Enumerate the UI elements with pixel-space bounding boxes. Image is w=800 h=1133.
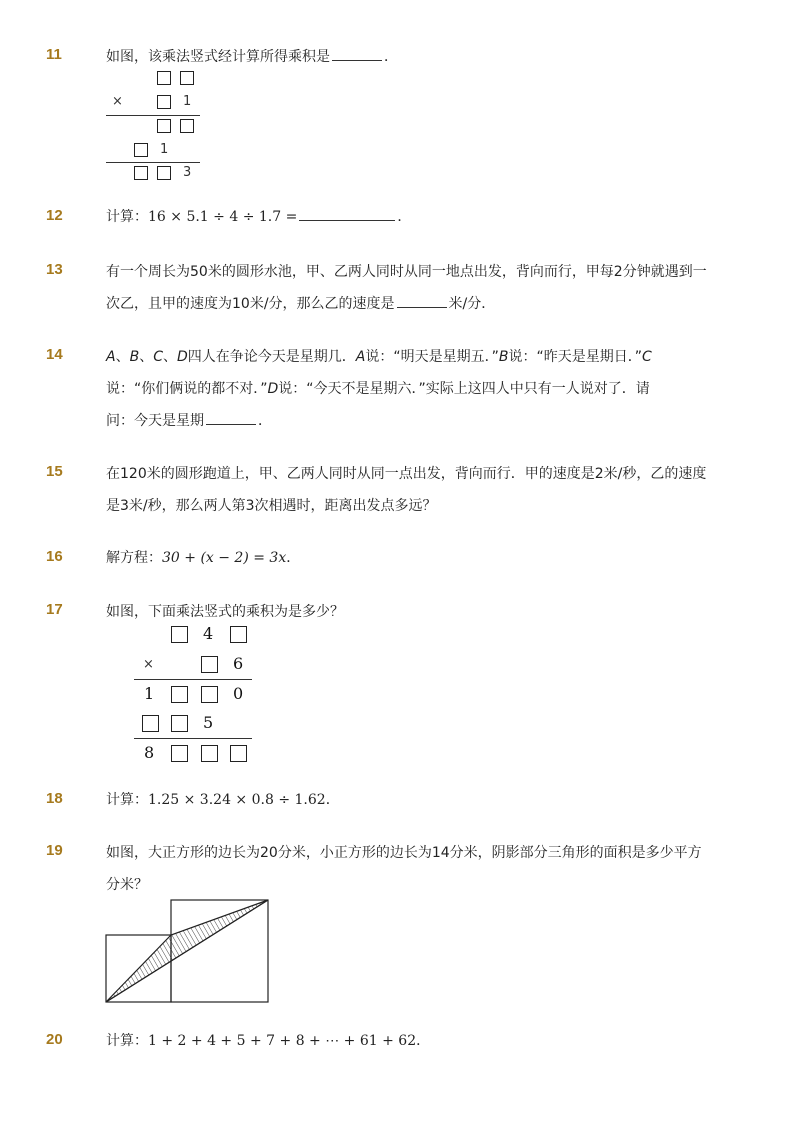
var-name: A [106, 349, 116, 365]
problem-line [106, 346, 652, 366]
text-part: 四人在争论今天是星期几． [187, 349, 356, 365]
end-mark: ． [397, 209, 412, 225]
digit-box [157, 119, 171, 133]
rule-line [106, 162, 200, 163]
digit-box [180, 71, 194, 85]
var-name: A [355, 349, 366, 365]
digit: 3 [183, 165, 192, 180]
rule-line [134, 679, 252, 680]
problem-number: 14 [46, 346, 63, 363]
prefix: 计算： [106, 209, 148, 225]
math-expression: 1.25 × 3.24 × 0.8 ÷ 1.62 [148, 792, 326, 808]
digit-box [142, 715, 159, 732]
squares-figure [104, 898, 272, 1006]
problem-text-main: 如图，该乘法竖式经计算所得乘积是 [106, 49, 330, 65]
problem-text [106, 1030, 430, 1050]
digit: 0 [233, 684, 244, 703]
digit-box [171, 686, 188, 703]
answer-blank [299, 220, 395, 221]
digit: 5 [203, 713, 214, 732]
digit: 1 [160, 142, 169, 157]
problem-line: 在120米的圆形跑道上，甲、乙两人同时从同一点出发，背向而行．甲的速度是2米/秒，乙的速度 [106, 466, 707, 482]
digit-box [230, 745, 247, 762]
diagonal-line [106, 900, 268, 1002]
problem-number: 20 [46, 1031, 63, 1048]
var-name: D [176, 349, 188, 365]
answer-blank [397, 307, 447, 308]
text-part: 米/分． [448, 296, 496, 312]
digit-box [171, 745, 188, 762]
times-sign: × [112, 94, 123, 109]
digit: 8 [144, 743, 155, 762]
problem-number: 18 [46, 790, 63, 807]
digit-box [201, 686, 218, 703]
end-mark: ． [286, 550, 301, 566]
prefix: 计算： [106, 1033, 148, 1049]
text-part: 、 [162, 349, 177, 365]
var-name: C [153, 349, 163, 365]
text-part: 说：“今天不是星期六．”实际上这四人中只有一人说对了．请 [278, 381, 650, 397]
answer-blank [332, 60, 382, 61]
end-mark: ． [384, 49, 398, 65]
answer-blank [206, 424, 256, 425]
problem-number: 11 [46, 46, 62, 63]
var-name: D [267, 381, 279, 397]
end-mark: ． [258, 413, 272, 429]
var-name: B [498, 349, 509, 365]
text-part: 次乙，且甲的速度为10米/分，那么乙的速度是 [106, 296, 395, 312]
digit-box [134, 166, 148, 180]
text-part: 、 [139, 349, 154, 365]
problem-line [106, 293, 495, 313]
digit-box [134, 143, 148, 157]
digit: 4 [203, 624, 214, 643]
problem-number: 13 [46, 261, 63, 278]
digit-box [171, 626, 188, 643]
rule-line [134, 738, 252, 739]
digit-box [201, 745, 218, 762]
problem-number: 17 [46, 601, 63, 618]
problem-number: 16 [46, 548, 63, 565]
digit-box [230, 626, 247, 643]
problem-number: 12 [46, 207, 63, 224]
problem-line: 有一个周长为50米的圆形水池，甲、乙两人同时从同一地点出发，背向而行，甲每2分钟就遇到一 [106, 264, 707, 280]
end-mark: ． [416, 1033, 431, 1049]
digit-box [157, 95, 171, 109]
digit: 1 [183, 94, 192, 109]
end-mark: ． [325, 792, 340, 808]
digit-box [201, 656, 218, 673]
digit-box [157, 71, 171, 85]
text-part: 问：今天是星期 [106, 413, 204, 429]
problem-number: 15 [46, 463, 63, 480]
math-expression: 1 + 2 + 4 + 5 + 7 + 8 + ⋯ + 61 + 62 [148, 1033, 417, 1049]
text-part: 说：“明天是星期五．” [365, 349, 499, 365]
math-expression: 30 + (x − 2) = 3x [162, 550, 287, 566]
var-name: B [129, 349, 140, 365]
prefix: 计算： [106, 792, 148, 808]
digit: 1 [144, 684, 155, 703]
problem-text: 如图，下面乘法竖式的乘积为是多少？ [106, 604, 344, 620]
problem-number: 19 [46, 842, 63, 859]
prefix: 解方程： [106, 550, 162, 566]
digit-box [157, 166, 171, 180]
text-part: 说：“昨天是星期日．” [508, 349, 642, 365]
math-expression: 16 × 5.1 ÷ 4 ÷ 1.7 = [148, 209, 298, 225]
text-part: 说：“你们俩说的都不对．” [106, 381, 268, 397]
digit-box [180, 119, 194, 133]
times-sign: × [143, 657, 154, 672]
problem-line [106, 410, 272, 430]
problem-text [106, 46, 398, 66]
digit: 6 [233, 654, 244, 673]
text-part: 、 [115, 349, 130, 365]
problem-text [106, 547, 300, 567]
var-name: C [641, 349, 652, 365]
digit-box [171, 715, 188, 732]
problem-line: 如图，大正方形的边长为20分米，小正方形的边长为14分米，阴影部分三角形的面积是多少平方 [106, 845, 702, 861]
problem-line: 分米？ [106, 877, 148, 893]
problem-text [106, 789, 340, 809]
rule-line [106, 115, 200, 116]
problem-line: 是3米/秒，那么两人第3次相遇时，距离出发点多远？ [106, 498, 437, 514]
problem-line [106, 378, 650, 398]
problem-text [106, 206, 411, 226]
